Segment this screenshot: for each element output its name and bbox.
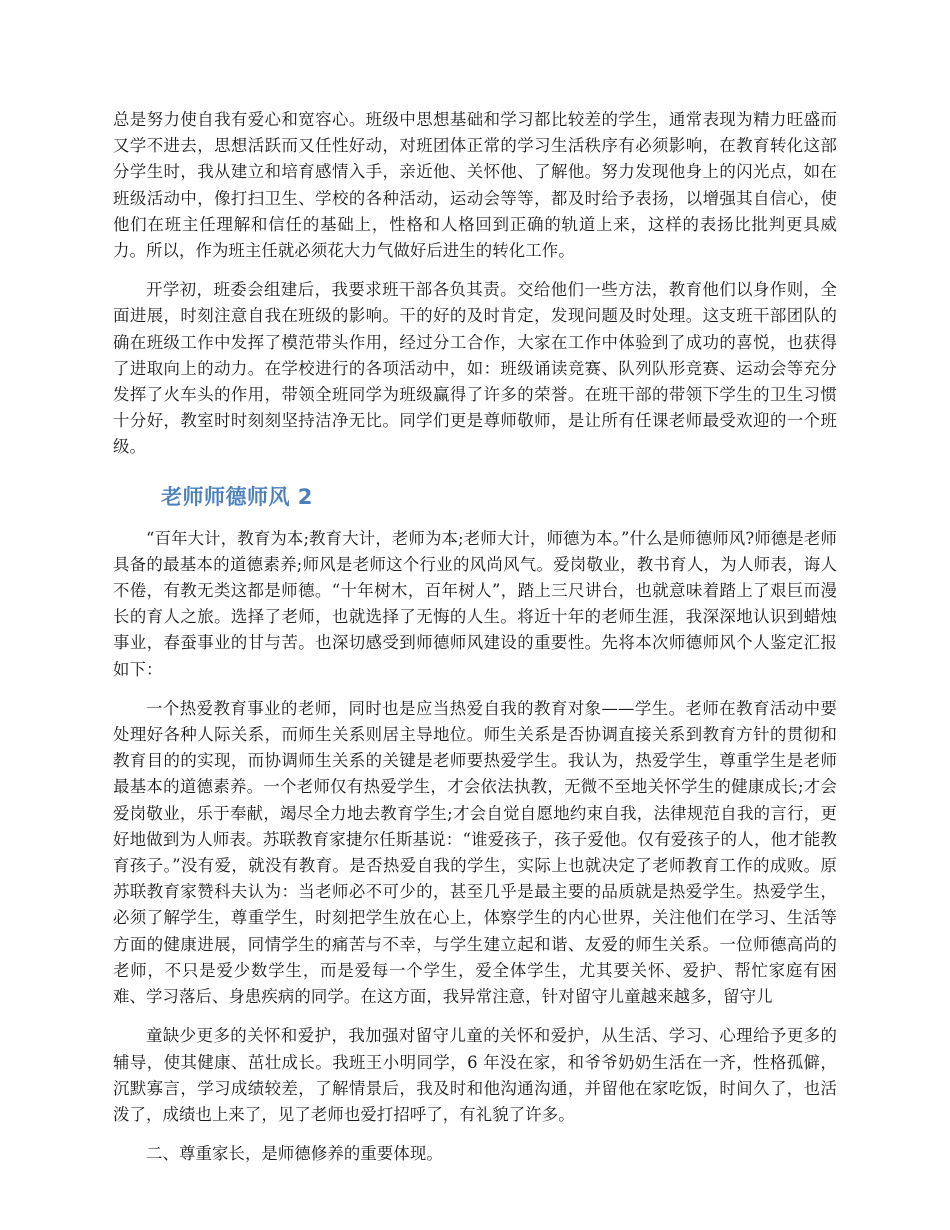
paragraph-4: 一个热爱教育事业的老师，同时也是应当热爱自我的教育对象——学生。老师在教育活动中要处理好各种人际关系，而师生关系则居主导地位。师生关系是否协调直接关系到教育方针的贯彻和教育目的的实现，而协调师生关系的关键是老师要热爱学生。我认为，热爱学生，尊重学生是老师最基本的道德素养。一个老师仅有热爱学生，才会依法执教，无微不至地关怀学生的健康成长;才会爱岗敬业，乐于奉献，竭尽全力地去教育学生;才会自觉自愿地约束自我，法律规范自我的言行，更好地做到为人师表。苏联教育家捷尔任斯基说：“谁爱孩子，孩子爱他。仅有爱孩子的人，他才能教育孩子。”没有爱，就没有教育。是否热爱自我的学生，实际上也就决定了老师教育工作的成败。原苏联教育家赞科夫认为：当老师必不可少的，甚至几乎是最主要的品质就是热爱学生。热爱学生，必须了解学生，尊重学生，时刻把学生放在心上，体察学生的内心世界，关注他们在学习、生活等方面的健康进展，同情学生的痛苦与不幸，与学生建立起和谐、友爱的师生关系。一位师德高尚的老师，不只是爱少数学生，而是爱每一个学生，爱全体学生，尤其要关怀、爱护、帮忙家庭有困难、学习落后、身患疾病的同学。在这方面，我异常注意，针对留守儿童越来越多，留守儿 [113,698,837,1007]
document-page [113,107,837,1167]
paragraph-3: “百年大计，教育为本;教育大计，老师为本;老师大计，师德为本。”什么是师德师风?师德是老师具备的最基本的道德素养;师风是老师这个行业的风尚风气。爱岗敬业，教书育人，为人师表，诲人不倦，有教无类这都是师德。“十年树木，百年树人”，踏上三尺讲台，也就意味着踏上了艰巨而漫长的育人之旅。选择了老师，也就选择了无悔的人生。将近十年的老师生涯，我深深地认识到蜡烛事业，春蚕事业的甘与苦。也深切感受到师德师风建设的重要性。先将本次师德师风个人鉴定汇报如下： [113,528,837,679]
paragraph-6: 二、尊重家长，是师德修养的重要体现。 [146,1144,443,1164]
section-heading: 老师师德师风 2 [161,484,313,509]
paragraph-2: 开学初，班委会组建后，我要求班干部各负其责。交给他们一些方法，教育他们以身作则，全面进展，时刻注意自我在班级的影响。干的好的及时肯定，发现问题及时处理。这支班干部团队的确在班级工作中发挥了模范带头作用，经过分工合作，大家在工作中体验到了成功的喜悦，也获得了进取向上的动力。在学校进行的各项活动中，如：班级诵读竞赛、队列队形竞赛、运动会等充分发挥了火车头的作用，带领全班同学为班级赢得了许多的荣誉。在班干部的带领下学生的卫生习惯十分好，教室时时刻刻坚持洁净无比。同学们更是尊师敬师，是让所有任课老师最受欢迎的一个班级。 [113,280,837,457]
paragraph-5: 童缺少更多的关怀和爱护，我加强对留守儿童的关怀和爱护，从生活、学习、心理给予更多的辅导，使其健康、茁壮成长。我班王小明同学，6 年没在家，和爷爷奶奶生活在一齐，性格孤僻，沉默寡言，学习成绩较差，了解情景后，我及时和他沟通沟通，并留他在家吃饭，时间久了，也活泼了，成绩也上来了，见了老师也爱打招呼了，有礼貌了许多。 [113,1026,837,1124]
paragraph-1: 总是努力使自我有爱心和宽容心。班级中思想基础和学习都比较差的学生，通常表现为精力旺盛而又学不进去，思想活跃而又任性好动，对班团体正常的学习生活秩序有必须影响，在教育转化这部分学生时，我从建立和培育感情入手，亲近他、关怀他、了解他。努力发现他身上的闪光点，如在班级活动中，像打扫卫生、学校的各种活动，运动会等等，都及时给予表扬，以增强其自信心，使他们在班主任理解和信任的基础上，性格和人格回到正确的轨道上来，这样的表扬比批判更具威力。所以，作为班主任就必须花大力气做好后进生的转化工作。 [113,110,837,261]
